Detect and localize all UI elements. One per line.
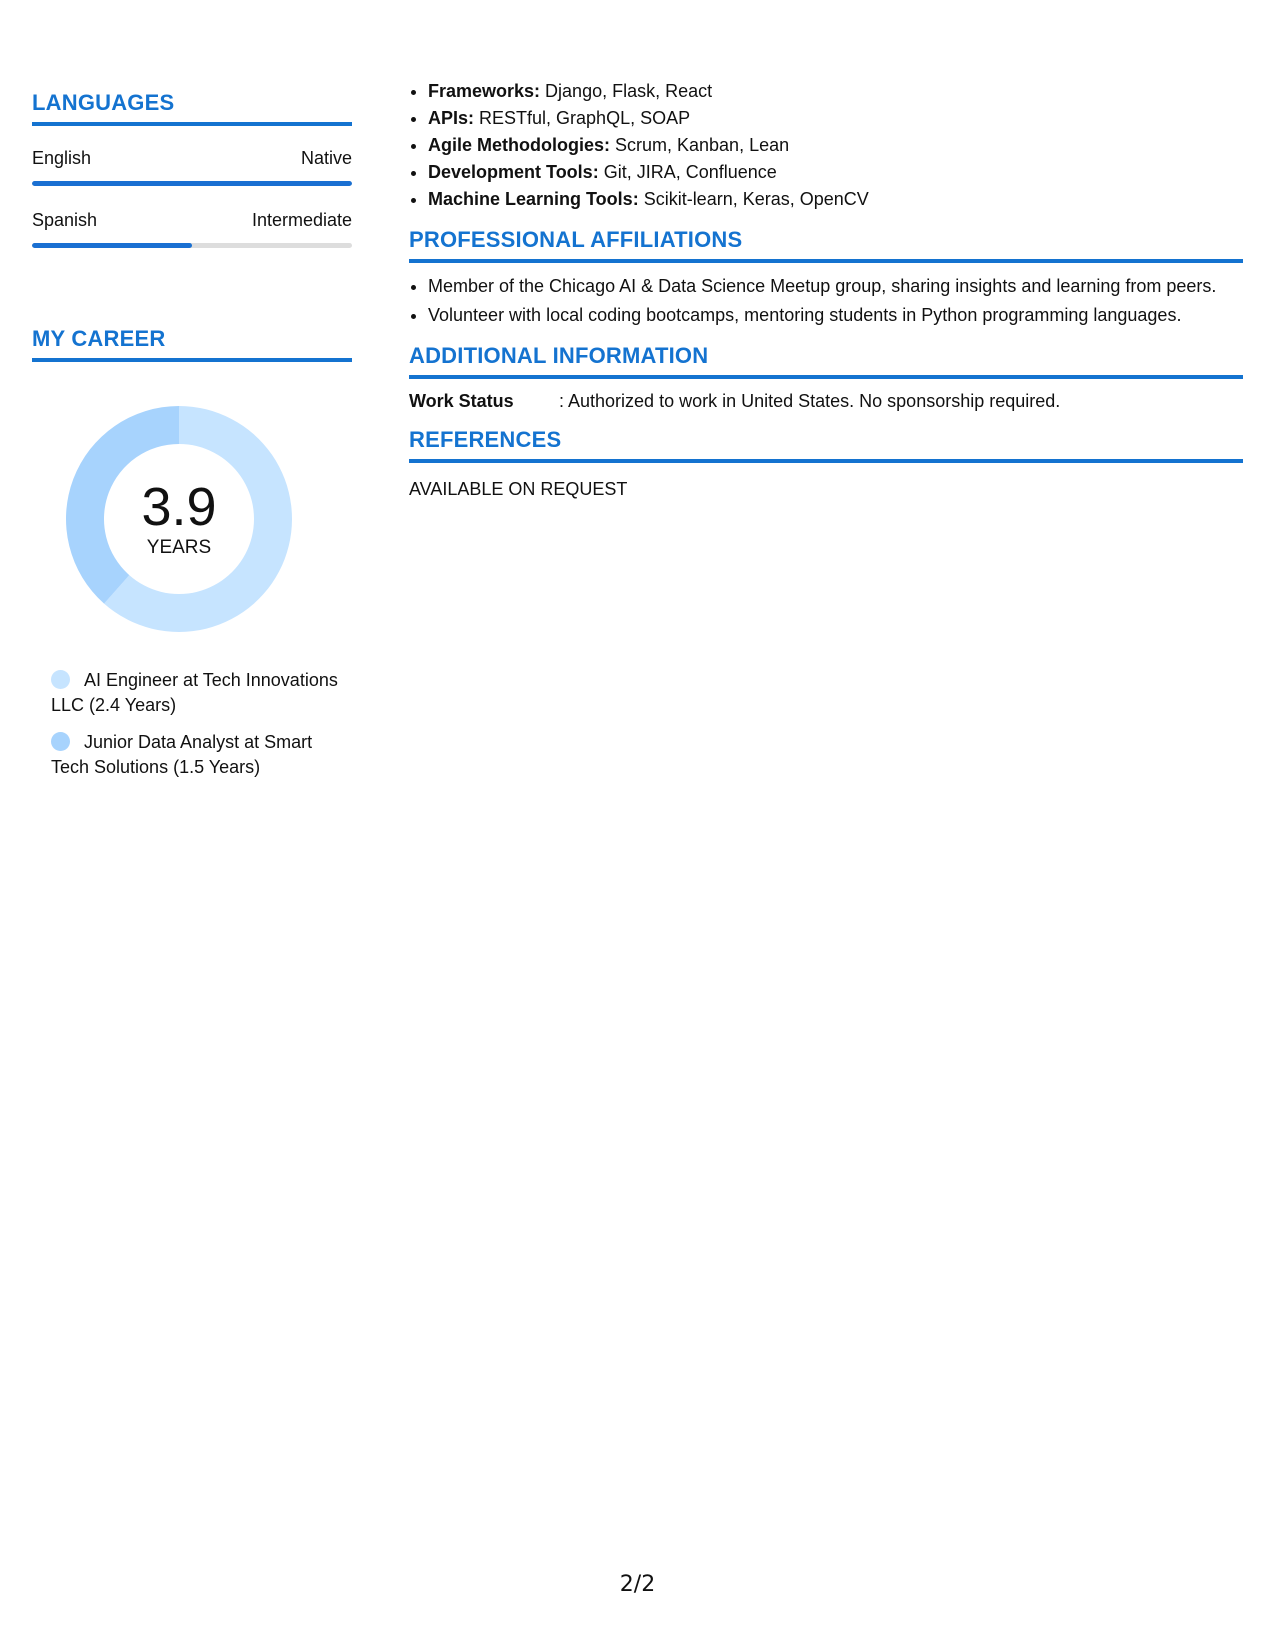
skill-item: • Agile Methodologies: Scrum, Kanban, Lean (428, 132, 1243, 159)
references-text: AVAILABLE ON REQUEST (409, 479, 628, 499)
legend-label: AI Engineer at Tech Innovations LLC (2.4 Years) (51, 670, 338, 715)
language-level: Native (300, 148, 352, 168)
language-bar-fill (32, 243, 192, 248)
references-heading: REFERENCES (409, 427, 1243, 463)
language-bar (32, 181, 352, 186)
skill-item: • Development Tools: Git, JIRA, Confluence (428, 159, 1243, 186)
skill-item: • Frameworks: Django, Flask, React (428, 78, 1243, 105)
legend-dot (51, 732, 70, 751)
affiliations-heading: PROFESSIONAL AFFILIATIONS (409, 227, 1243, 263)
skill-item: • Machine Learning Tools: Scikit-learn, Keras, OpenCV (428, 186, 1243, 213)
career-total-years: 3.9 (141, 477, 217, 537)
language-bar-fill (32, 181, 352, 186)
legend-dot (51, 670, 70, 689)
page-number: 2/2 (619, 1572, 656, 1597)
language-name: English (32, 148, 92, 168)
additional-info-section (409, 343, 1243, 413)
languages-heading: LANGUAGES (32, 90, 352, 126)
skills-list (409, 78, 1243, 213)
work-status-value: : Authorized to work in United States. No sponsorship required. (559, 391, 1061, 411)
career-legend (51, 668, 341, 780)
additional-info-heading: ADDITIONAL INFORMATION (409, 343, 1243, 379)
legend-item (51, 730, 341, 780)
affiliation-item: • Volunteer with local coding bootcamps, mentoring students in Python programming languages. (428, 302, 1243, 329)
skill-item: • APIs: RESTful, GraphQL, SOAP (428, 105, 1243, 132)
legend-label: Junior Data Analyst at Smart Tech Solutions (1.5 Years) (51, 732, 313, 777)
references-section (409, 427, 1243, 500)
affiliations-section (409, 227, 1243, 329)
language-name: Spanish (32, 210, 98, 230)
work-status-label: Work Status (409, 391, 514, 411)
work-status-row (409, 389, 1243, 413)
legend-item (51, 668, 341, 718)
language-item-spanish (32, 210, 352, 248)
career-heading: MY CAREER (32, 326, 352, 362)
affiliation-item: • Member of the Chicago AI & Data Science Meetup group, sharing insights and learning from peers. (428, 273, 1243, 300)
career-total-unit: YEARS (146, 537, 212, 558)
right-column (409, 78, 1243, 500)
language-bar (32, 243, 352, 248)
career-donut-chart (66, 406, 292, 632)
left-column (32, 90, 352, 792)
affiliations-list (409, 273, 1243, 329)
language-level: Intermediate (251, 210, 352, 230)
language-item-english (32, 148, 352, 186)
